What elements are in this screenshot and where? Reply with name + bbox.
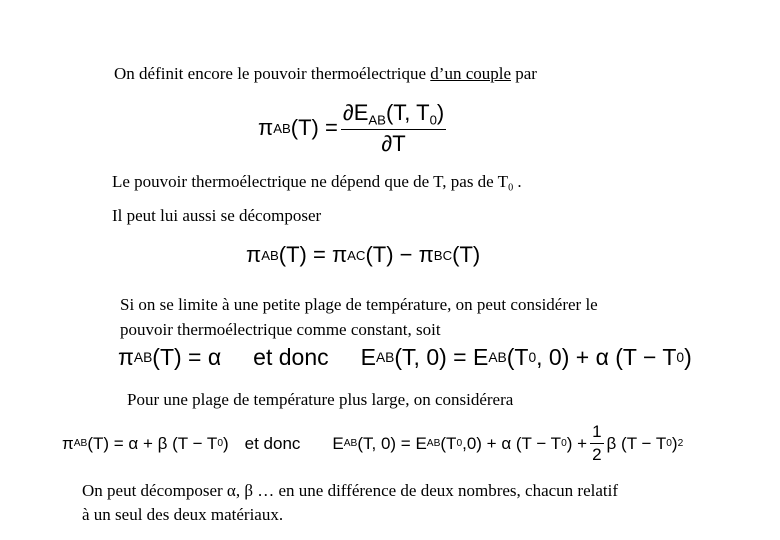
half-fraction xyxy=(590,422,603,465)
fraction-denominator: 2 xyxy=(592,445,602,464)
subscript: 0 xyxy=(508,182,514,194)
equation-seebeck-definition xyxy=(258,100,449,157)
equation-constant-case: π AB (T) = α et donc E AB (T, 0) = E AB (T 0 , 0) + α (T − T 0 ) xyxy=(118,344,692,370)
definition-text: On définit encore le pouvoir thermoélectrique xyxy=(114,64,431,83)
equation-decomposition: π AB (T) = π AC (T) − π BC (T) xyxy=(246,242,481,267)
subscript: AB xyxy=(273,120,291,136)
independence-text: Le pouvoir thermoélectrique ne dépend que de T, pas de T xyxy=(112,172,509,191)
definition-line xyxy=(114,64,537,84)
fraction-numerator: $\partial E_{AB}(T$, $T_0$) xyxy=(342,100,445,128)
conjunction-text: et donc xyxy=(253,344,329,370)
small-range-line-2: pouvoir thermoélectrique comme constant, soit xyxy=(120,320,441,339)
period: . xyxy=(513,172,522,191)
conjunction-text: et donc xyxy=(244,433,301,453)
conclusion-line-2: à un seul des deux matériaux. xyxy=(82,505,284,524)
independence-line xyxy=(112,172,522,199)
small-range-line-1: Si on se limite à une petite plage de température, on peut considérer le xyxy=(120,295,598,314)
pi-symbol: π xyxy=(258,115,274,141)
conclusion-line-1: On peut décomposer α, β … en une différence de deux nombres, chacun relatif xyxy=(82,481,619,500)
equation-linear-case: π AB (T) = α + β (T − T 0 ) et donc E AB (T, 0) = E AB (T 0 ,0) + α (T − T 0 ) + $\frac{1}{2}$ β (T − T 0 ) 2 xyxy=(62,422,684,464)
underlined-phrase: d’un couple xyxy=(430,64,512,83)
fraction-denominator: ∂T xyxy=(381,130,406,156)
derivative-fraction xyxy=(341,100,446,157)
fraction-numerator: 1 xyxy=(592,422,602,441)
lhs-argument: (T) = xyxy=(290,115,338,141)
definition-end: par xyxy=(511,64,537,83)
wide-range-line: Pour une plage de température plus large, on considérera xyxy=(127,390,514,409)
decomposition-line: Il peut lui aussi se décomposer xyxy=(112,206,322,225)
